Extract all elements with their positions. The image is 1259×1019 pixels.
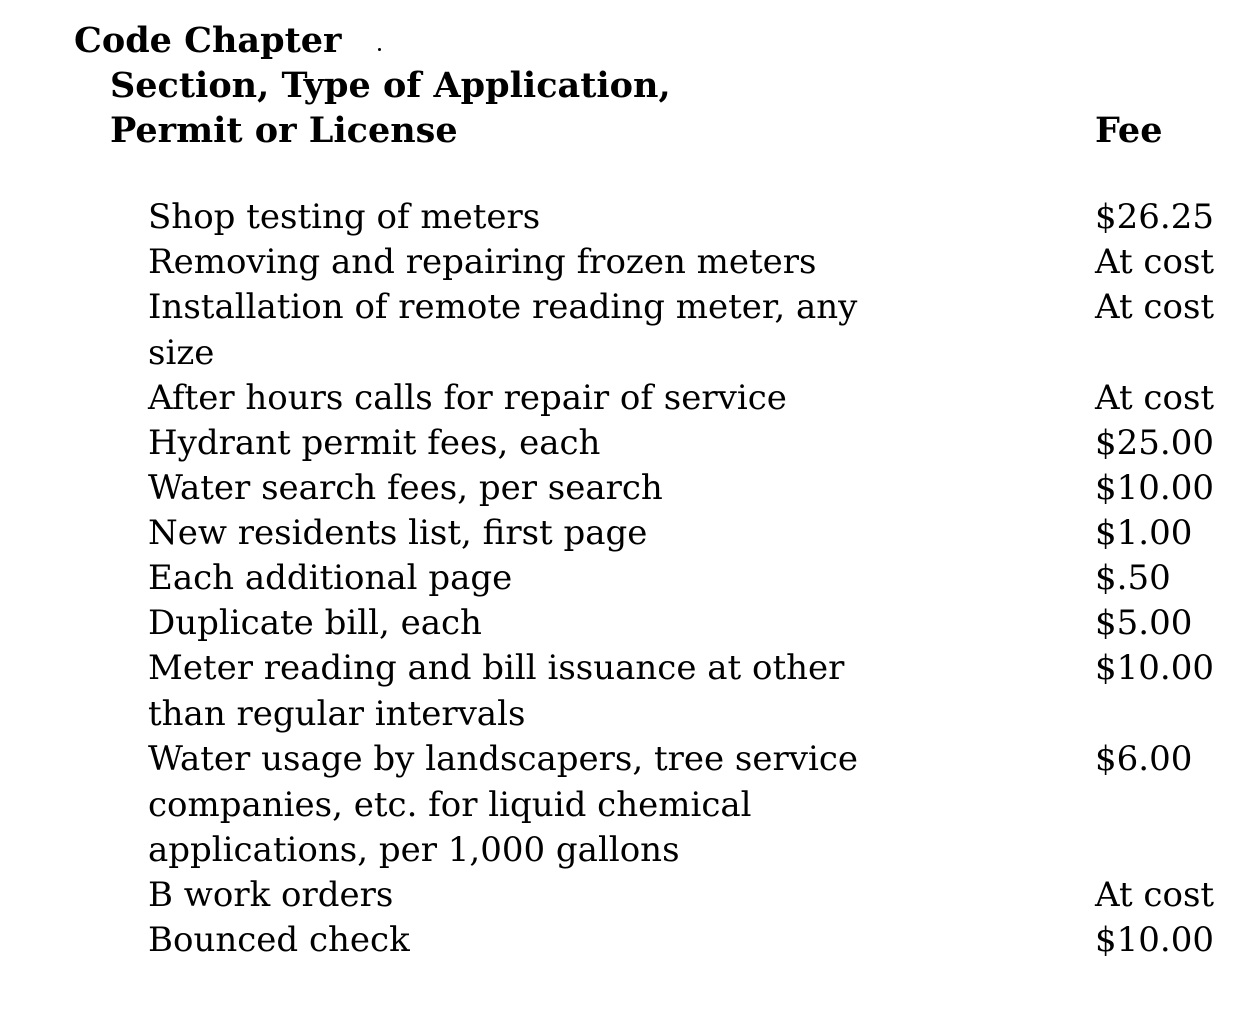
fee-description: Bounced check <box>148 920 410 960</box>
header-permit-license: Permit or License <box>110 110 458 151</box>
fee-table <box>0 195 1259 963</box>
fee-amount: At cost <box>1095 378 1215 418</box>
fee-description: Duplicate bill, each <box>148 603 482 643</box>
fee-row <box>0 376 1259 421</box>
fee-row <box>0 285 1259 376</box>
fee-amount: At cost <box>1095 287 1215 327</box>
fee-row <box>0 918 1259 963</box>
fee-description: Meter reading and bill issuance at other than regular intervals <box>148 648 845 734</box>
fee-amount: $1.00 <box>1095 513 1193 553</box>
fee-amount: $25.00 <box>1095 423 1214 463</box>
header-fee: Fee <box>1095 110 1163 151</box>
header-code-chapter: Code Chapter <box>74 20 342 61</box>
header-section-type: Section, Type of Application, <box>110 65 671 106</box>
fee-amount: $10.00 <box>1095 648 1214 688</box>
fee-row <box>0 873 1259 918</box>
fee-amount: $6.00 <box>1095 739 1193 779</box>
fee-row <box>0 466 1259 511</box>
fee-description: Each additional page <box>148 558 513 598</box>
fee-amount: $10.00 <box>1095 920 1214 960</box>
fee-description: Installation of remote reading meter, any size <box>148 287 858 373</box>
fee-row <box>0 195 1259 240</box>
fee-description: B work orders <box>148 875 394 915</box>
fee-amount: At cost <box>1095 875 1215 915</box>
fee-description: Water search fees, per search <box>148 468 663 508</box>
scan-speck <box>378 48 381 51</box>
fee-amount: $10.00 <box>1095 468 1214 508</box>
fee-row <box>0 240 1259 285</box>
fee-row <box>0 556 1259 601</box>
fee-description: Hydrant permit fees, each <box>148 423 601 463</box>
fee-row <box>0 601 1259 646</box>
fee-description: After hours calls for repair of service <box>148 378 787 418</box>
fee-description: Shop testing of meters <box>148 197 541 237</box>
fee-row <box>0 511 1259 556</box>
fee-description: New residents list, first page <box>148 513 648 553</box>
fee-amount: At cost <box>1095 242 1215 282</box>
fee-row <box>0 421 1259 466</box>
fee-amount: $26.25 <box>1095 197 1214 237</box>
fee-row <box>0 646 1259 737</box>
fee-description: Removing and repairing frozen meters <box>148 242 817 282</box>
fee-amount: $5.00 <box>1095 603 1193 643</box>
fee-amount: $.50 <box>1095 558 1171 598</box>
fee-description: Water usage by landscapers, tree service companies, etc. for liquid chemical applications, per 1,000 gallons <box>148 739 858 870</box>
fee-row <box>0 737 1259 873</box>
